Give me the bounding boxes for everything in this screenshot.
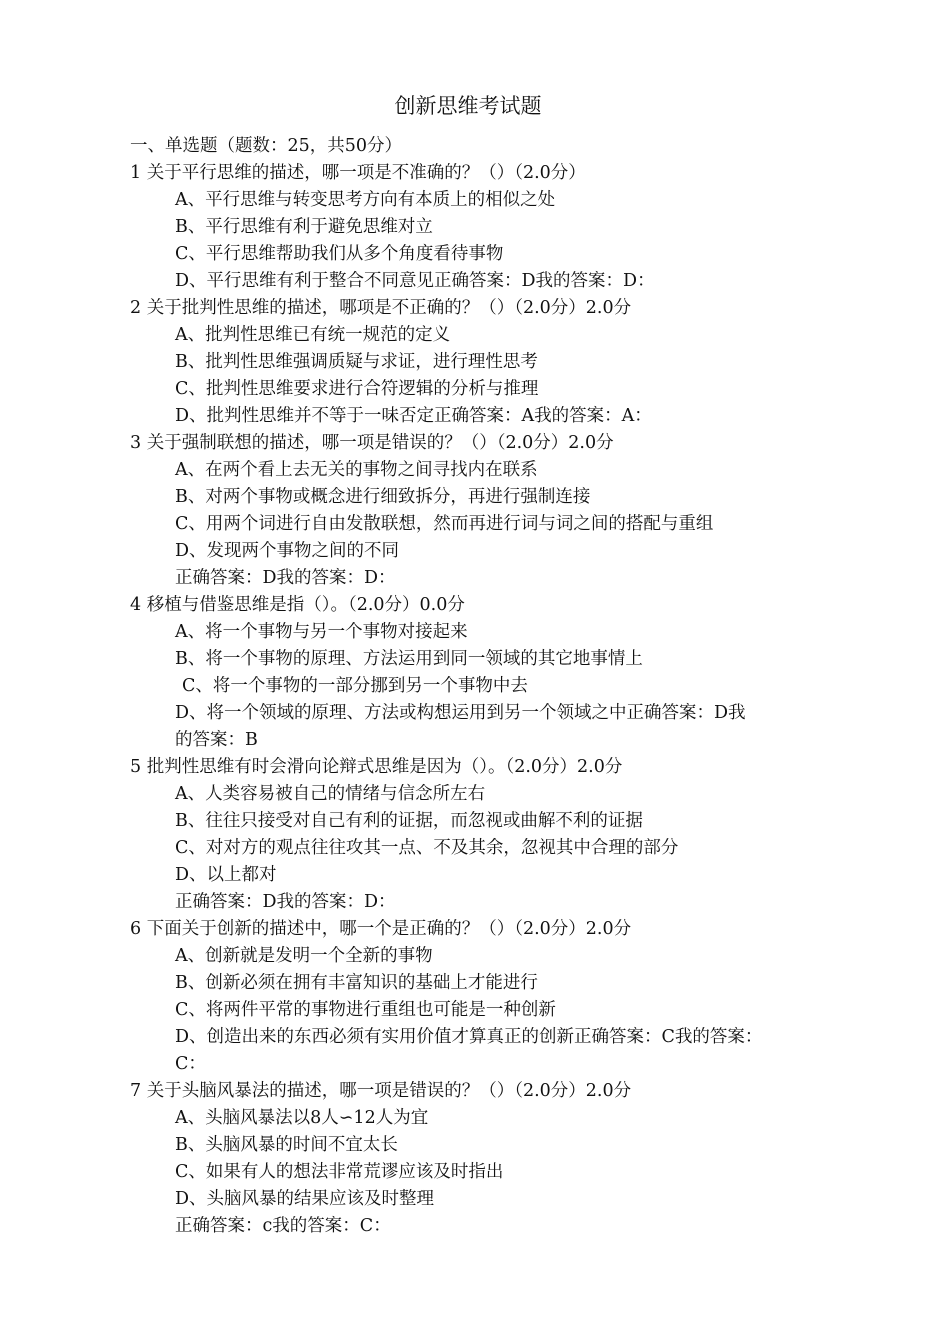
question-2-option-d: D、批判性思维并不等于一味否定正确答案：A我的答案：A： bbox=[175, 406, 652, 426]
question-4-option-a: A、将一个事物与另一个事物对接起来 bbox=[175, 622, 468, 642]
question-6-option-c: C、将两件平常的事物进行重组也可能是一种创新 bbox=[175, 1000, 556, 1020]
question-7-option-b: B、头脑风暴的时间不宜太长 bbox=[175, 1135, 398, 1155]
question-4-option-d: D、将一个领域的原理、方法或构想运用到另一个领域之中正确答案：D我 bbox=[175, 703, 746, 723]
question-1-option-a: A、平行思维与转变思考方向有本质上的相似之处 bbox=[175, 190, 556, 210]
question-5-answer: 正确答案：D我的答案：D： bbox=[175, 892, 396, 912]
question-4-stem: 4 移植与借鉴思维是指（）。（2.0分）0.0分 bbox=[130, 595, 465, 615]
document-title: 创新思维考试题 bbox=[394, 94, 542, 118]
question-5-option-a: A、人类容易被自己的情绪与信念所左右 bbox=[175, 784, 486, 804]
question-1-stem: 1 关于平行思维的描述，哪一项是不准确的？（）（2.0分） bbox=[130, 163, 586, 183]
question-4-option-b: B、将一个事物的原理、方法运用到同一领域的其它地事情上 bbox=[175, 649, 643, 669]
question-5-option-b: B、往往只接受对自己有利的证据，而忽视或曲解不利的证据 bbox=[175, 811, 643, 831]
question-3-stem: 3 关于强制联想的描述，哪一项是错误的？（）（2.0分）2.0分 bbox=[130, 433, 614, 453]
question-5-option-d: D、以上都对 bbox=[175, 865, 277, 885]
question-3-option-d: D、发现两个事物之间的不同 bbox=[175, 541, 400, 561]
question-5-option-c: C、对对方的观点往往攻其一点、不及其余，忽视其中合理的部分 bbox=[175, 838, 679, 858]
question-4-answer: 的答案：B bbox=[175, 730, 258, 750]
question-6-option-d: D、创造出来的东西必须有实用价值才算真正的创新正确答案：C我的答案： bbox=[175, 1027, 763, 1047]
question-2-option-a: A、批判性思维已有统一规范的定义 bbox=[175, 325, 451, 345]
question-7-option-a: A、头脑风暴法以8人∽12人为宜 bbox=[175, 1108, 429, 1128]
question-3-option-a: A、在两个看上去无关的事物之间寻找内在联系 bbox=[175, 460, 538, 480]
question-2-stem: 2 关于批判性思维的描述，哪项是不正确的？（）（2.0分）2.0分 bbox=[130, 298, 632, 318]
question-3-answer: 正确答案：D我的答案：D： bbox=[175, 568, 396, 588]
question-7-option-d: D、头脑风暴的结果应该及时整理 bbox=[175, 1189, 435, 1209]
question-7-option-c: C、如果有人的想法非常荒谬应该及时指出 bbox=[175, 1162, 504, 1182]
question-1-option-d: D、平行思维有利于整合不同意见正确答案：D我的答案：D： bbox=[175, 271, 655, 291]
question-7-answer: 正确答案：c我的答案：C： bbox=[175, 1216, 391, 1236]
question-7-stem: 7 关于头脑风暴法的描述，哪一项是错误的？（）（2.0分）2.0分 bbox=[130, 1081, 632, 1101]
question-2-option-b: B、批判性思维强调质疑与求证，进行理性思考 bbox=[175, 352, 538, 372]
question-6-option-a: A、创新就是发明一个全新的事物 bbox=[175, 946, 433, 966]
question-6-option-b: B、创新必须在拥有丰富知识的基础上才能进行 bbox=[175, 973, 538, 993]
question-1-option-c: C、平行思维帮助我们从多个角度看待事物 bbox=[175, 244, 504, 264]
question-4-option-c: C、将一个事物的一部分挪到另一个事物中去 bbox=[182, 676, 528, 696]
section-header: 一、单选题（题数：25，共50分） bbox=[130, 136, 403, 156]
question-6-stem: 6 下面关于创新的描述中，哪一个是正确的？（）（2.0分）2.0分 bbox=[130, 919, 632, 939]
question-2-option-c: C、批判性思维要求进行合符逻辑的分析与推理 bbox=[175, 379, 539, 399]
question-1-option-b: B、平行思维有利于避免思维对立 bbox=[175, 217, 433, 237]
question-5-stem: 5 批判性思维有时会滑向论辩式思维是因为（）。（2.0分）2.0分 bbox=[130, 757, 623, 777]
question-6-answer: C： bbox=[175, 1054, 206, 1074]
question-3-option-b: B、对两个事物或概念进行细致拆分，再进行强制连接 bbox=[175, 487, 591, 507]
question-3-option-c: C、用两个词进行自由发散联想，然而再进行词与词之间的搭配与重组 bbox=[175, 514, 714, 534]
